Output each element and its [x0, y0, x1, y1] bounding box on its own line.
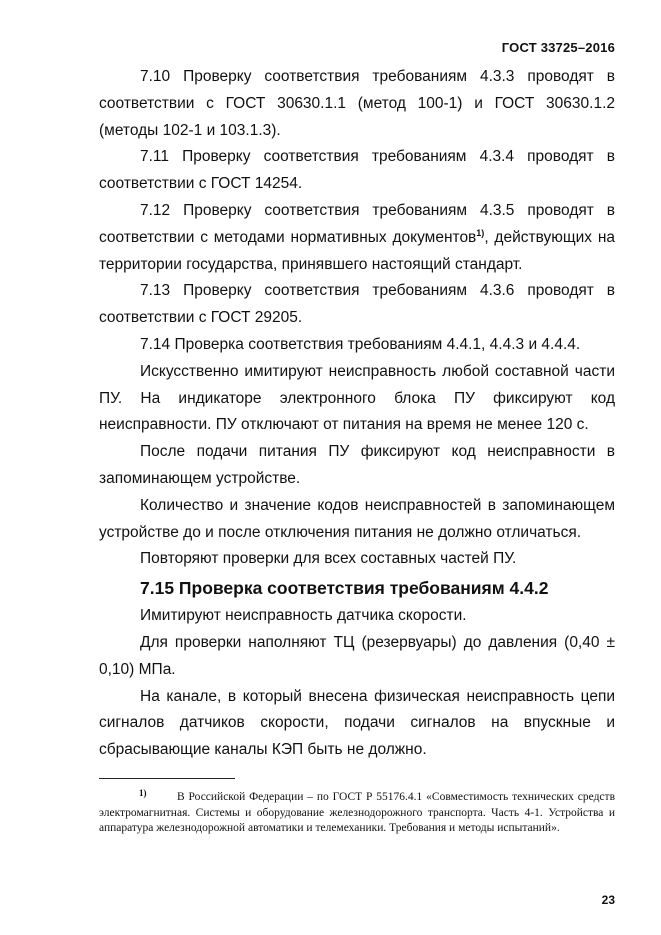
footnote-divider: [99, 778, 235, 779]
paragraph-7-11: 7.11 Проверку соответствия требованиям 4.3.4 проводят в соответствии с ГОСТ 14254.: [99, 148, 615, 193]
paragraph-7-12: [99, 198, 615, 278]
paragraph-7-12-text: 7.12 Проверку соответствия требованиям 4.3.5 проводят в соответствии с методами нормативных документов: [99, 201, 615, 246]
paragraph: Для проверки наполняют ТЦ (резервуары) до давления (0,40 ± 0,10) МПа.: [99, 633, 615, 678]
main-text: [99, 64, 615, 764]
section-heading-7-15: 7.15 Проверка соответствия требованиям 4.4.2: [140, 578, 549, 599]
page-number: 23: [601, 893, 615, 907]
footnote-ref: 1): [476, 227, 485, 238]
paragraph: Искусственно имитируют неисправность любой составной части ПУ. На индикаторе электронного блока ПУ фиксируют код неисправности. ПУ отключают от питания на время не менее 120 с.: [99, 362, 615, 434]
paragraph: После подачи питания ПУ фиксируют код неисправности в запоминающем устройстве.: [99, 443, 615, 487]
paragraph-7-13: 7.13 Проверку соответствия требованиям 4.3.6 проводят в соответствии с ГОСТ 29205.: [99, 282, 615, 327]
paragraph-7-10: 7.10 Проверку соответствия требованиям 4.3.3 проводят в соответствии с ГОСТ 30630.1.1 (метод 100-1) и ГОСТ 30630.1.2 (методы 102-1 и 103.1.3).: [99, 68, 615, 139]
paragraph: На канале, в который внесена физическая неисправность цепи сигналов датчиков скорости, подачи сигналов на впускные и сбрасывающие каналы КЭП быть не должно.: [99, 687, 615, 759]
paragraph: Количество и значение кодов неисправностей в запоминающем устройстве до и после отключения питания не должно отличаться.: [99, 496, 615, 541]
paragraph: Повторяют проверки для всех составных частей ПУ.: [140, 550, 517, 568]
paragraph-7-14: 7.14 Проверка соответствия требованиям 4.4.1, 4.4.3 и 4.4.4.: [140, 335, 581, 353]
footnote-text: В Российской Федерации – по ГОСТ Р 55176.4.1 «Совместимость технических средств электромагнитная. Системы и оборудование железнодорожного транспорта. Часть 4-1. Устройства и аппаратура железнодорожной автоматики и телемеханики. Требования и методы испытаний».: [99, 791, 615, 834]
paragraph: Имитируют неисправность датчика скорости.: [140, 607, 467, 625]
paragraph-7-12-text-end: , действующих на территории государства, принявшего настоящий стандарт.: [99, 228, 615, 273]
document-header: ГОСТ 33725–2016: [501, 40, 615, 55]
footnote: 1) В Российской Федерации – по ГОСТ Р 55176.4.1 «Совместимость технических средств электромагнитная. Системы и оборудование железнодорожного транспорта. Часть 4-1. Устройства и аппаратура железнодорожной автоматики и телемеханики. Требования и методы испытаний».: [99, 788, 615, 834]
